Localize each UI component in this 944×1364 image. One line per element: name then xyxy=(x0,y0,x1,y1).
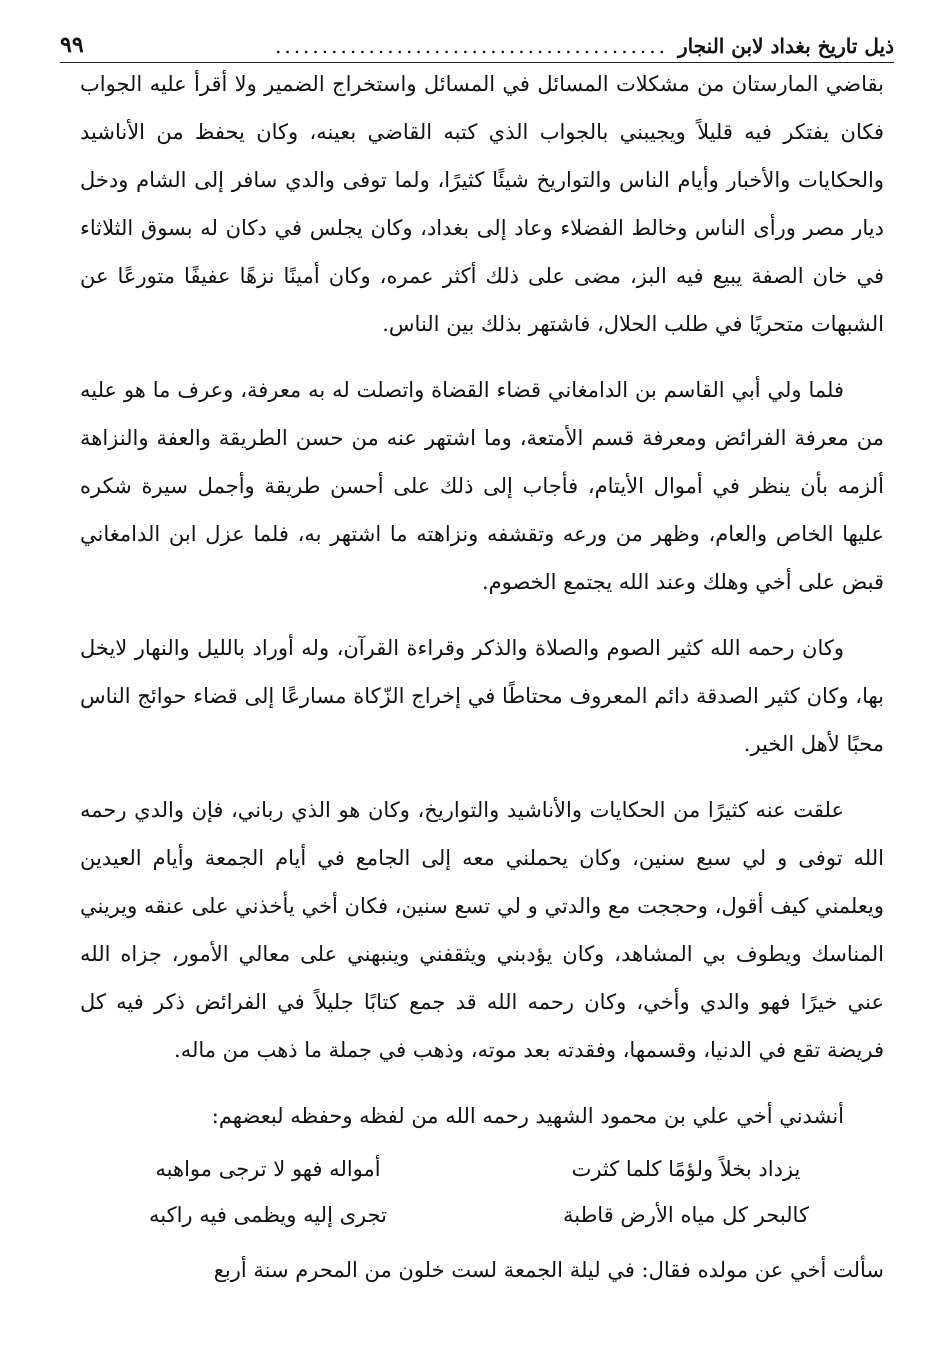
verse-line-1 xyxy=(80,1146,884,1192)
final-line: سألت أخي عن مولده فقال: في ليلة الجمعة لست خلون من المحرم سنة أربع xyxy=(213,1258,884,1282)
running-header xyxy=(60,18,894,63)
page-body xyxy=(80,60,884,1312)
page-number: ٩٩ xyxy=(60,32,84,58)
verse-1-second-hemistich: أمواله فهو لا ترجى مواهبه xyxy=(155,1157,381,1181)
book-title: ذيل تاريخ بغداد لابن النجار xyxy=(678,34,894,58)
paragraph-3: وكان رحمه الله كثير الصوم والصلاة والذكر وقراءة القرآن، وله أوراد بالليل والنهار لايخل بها، وكان كثير الصدقة دائم المعروف محتاطًا في إخراج الزّكاة مسارعًا إلى قضاء حوائج الناس محبًا لأهل الخير. xyxy=(80,636,884,756)
paragraph-4: علقت عنه كثيرًا من الحكايات والأناشيد والتواريخ، وكان هو الذي رباني، فإن والدي رحمه الله توفى و لي سبع سنين، وكان يحملني معه إلى الجامع في أيام الجمعة وأيام العيدين ويعلمني كيف أقول، وحججت مع والدتي و لي تسع سنين، فكان أخي يأخذني على عنقه ويريني المناسك ويطوف بي المشاهد، وكان يؤدبني ويثقفني وينبهني على معالي الأمور، جزاه الله عني خيرًا فهو والدي وأخي، وكان رحمه الله قد جمع كتابًا جليلاً في الفرائض ذكر فيه كل فريضة تقع في الدنيا، وقسمها، وفقدته بعد موته، وذهب في جملة ما ذهب من ماله. xyxy=(80,798,884,1062)
verse-2-first-hemistich: كالبحر كل مياه الأرض قاطبة xyxy=(563,1203,809,1227)
leader-dots: .......................................... xyxy=(274,34,668,58)
verse-line-2 xyxy=(80,1192,884,1238)
paragraph-1: بقاضي المارستان من مشكلات المسائل في المسائل واستخراج الضمير ولا أقرأ عليه الجواب فكان يفتكر فيه قليلاً ويجيبني بالجواب الذي كتبه القاضي بعينه، وكان يحفظ من الأناشيد والحكايات والأخبار وأيام الناس والتواريخ شيئًا كثيرًا، ولما توفى والدي سافر إلى الشام ودخل ديار مصر ورأى الناس وخالط الفضلاء وعاد إلى بغداد، وكان يجلس في دكان له بسوق الثلاثاء في خان الصفة يبيع فيه البز، مضى على ذلك أكثر عمره، وكان أمينًا نزهًا عفيفًا متورعًا عن الشبهات متحريًا في طلب الحلال، فاشتهر بذلك بين الناس. xyxy=(80,72,884,336)
verse-1-first-hemistich: يزداد بخلاً ولؤمًا كلما كثرت xyxy=(571,1157,801,1181)
verse-intro: أنشدني أخي علي بن محمود الشهيد رحمه الله من لفظه وحفظه لبعضهم: xyxy=(211,1104,844,1128)
verse-2-second-hemistich: تجرى إليه ويظمى فيه راكبه xyxy=(149,1203,388,1227)
paragraph-2: فلما ولي أبي القاسم بن الدامغاني قضاء القضاة واتصلت له به معرفة، وعرف ما هو عليه من معرفة الفرائض ومعرفة قسم الأمتعة، وما اشتهر عنه من حسن الطريقة والعفة والنزاهة ألزمه بأن ينظر في أموال الأيتام، فأجاب إلى ذلك على أحسن طريقة وأجمل سيرة شكره عليها الخاص والعام، وظهر من ورعه وتقشفه ونزاهته ما اشتهر به، فلما عزل ابن الدامغاني قبض على أخي وهلك وعند الله يجتمع الخصوم. xyxy=(80,378,885,594)
